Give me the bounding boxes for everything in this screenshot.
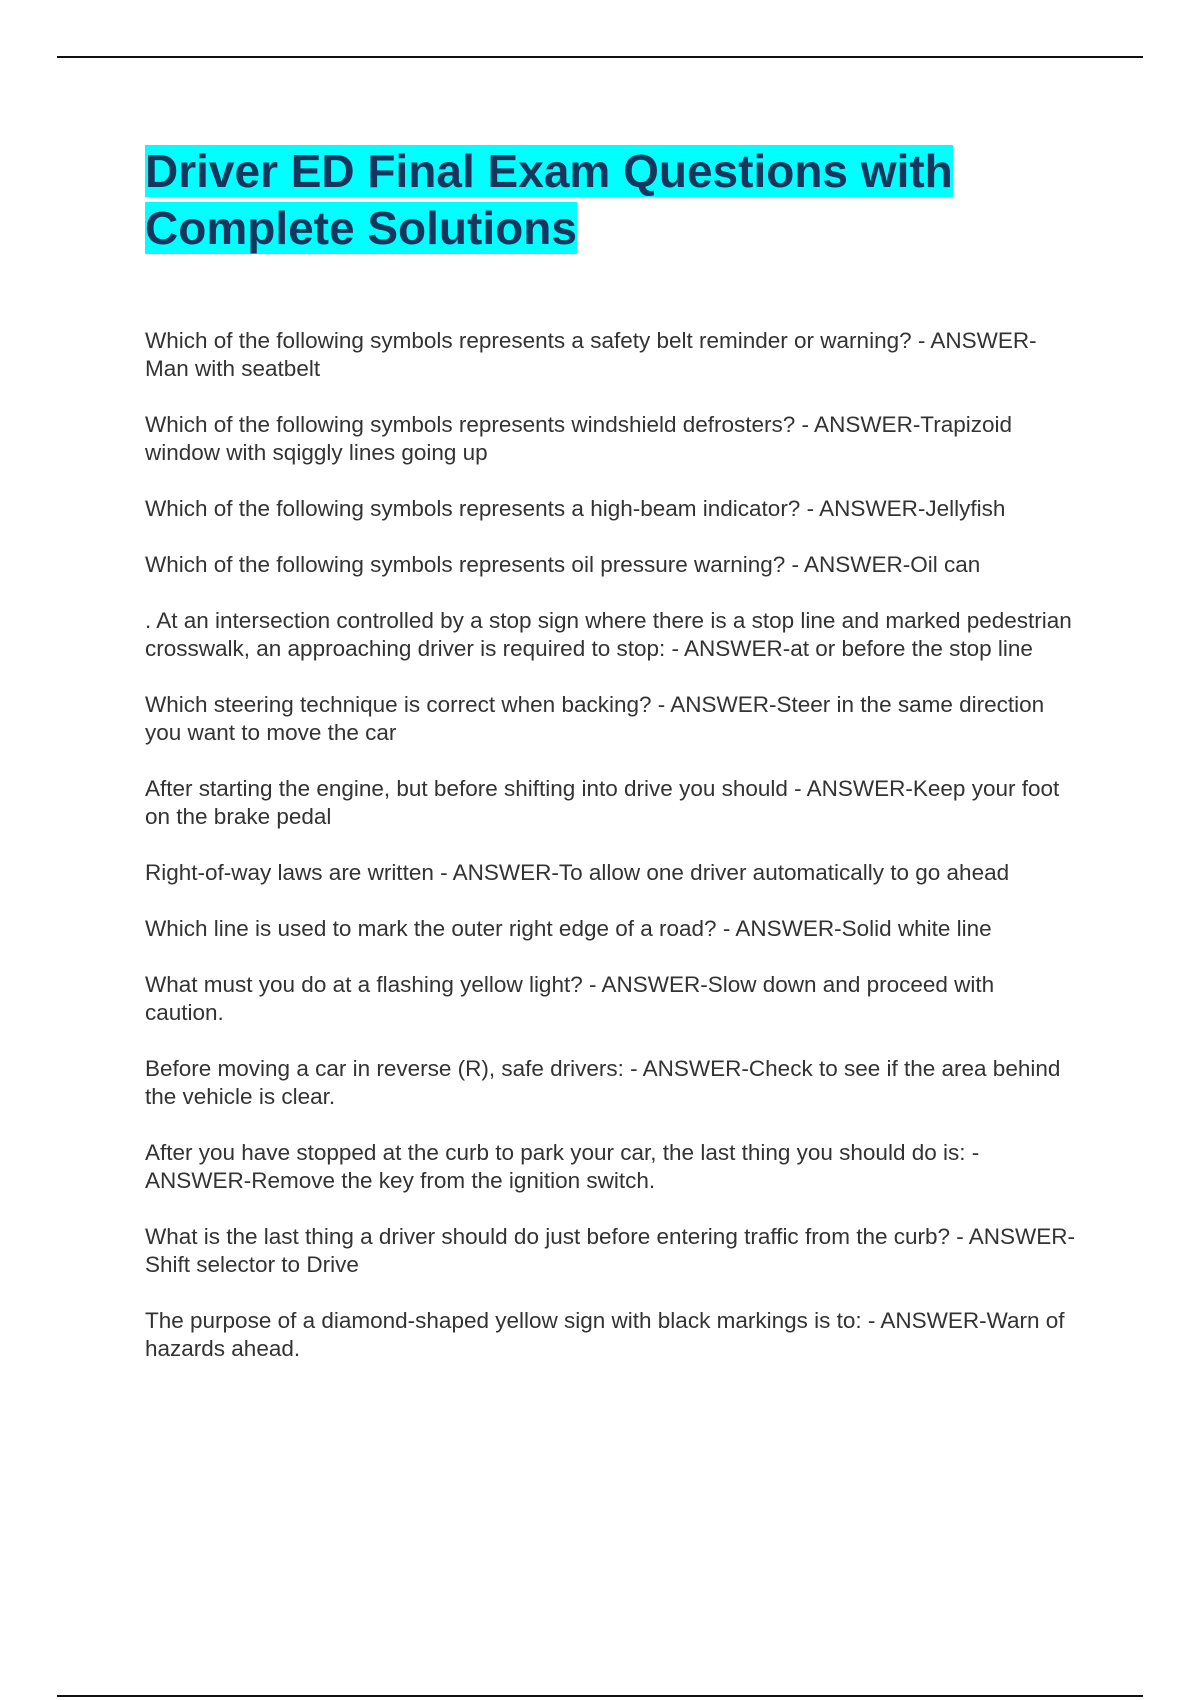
question-answer-item: Right-of-way laws are written - ANSWER-To allow one driver automatically to go ahead xyxy=(145,860,1010,885)
document-body xyxy=(145,143,1076,1361)
header-rule xyxy=(57,56,1143,58)
question-answer-item: What is the last thing a driver should do just before entering traffic from the curb? - ANSWER-Shift selector to Drive xyxy=(145,1224,1076,1277)
question-answer-item: . At an intersection controlled by a stop sign where there is a stop line and marked pedestrian crosswalk, an approaching driver is required to stop: - ANSWER-at or before the stop line xyxy=(145,608,1072,661)
question-answer-item: Which of the following symbols represents a safety belt reminder or warning? - ANSWER-Man with seatbelt xyxy=(145,328,1037,381)
question-answer-item: Which of the following symbols represents oil pressure warning? - ANSWER-Oil can xyxy=(145,552,981,577)
document-title xyxy=(145,143,1075,257)
question-answer-item: Before moving a car in reverse (R), safe drivers: - ANSWER-Check to see if the area behind the vehicle is clear. xyxy=(145,1056,1061,1109)
question-answer-item: After starting the engine, but before shifting into drive you should - ANSWER-Keep your foot on the brake pedal xyxy=(145,776,1060,829)
question-answer-item: Which of the following symbols represents a high-beam indicator? - ANSWER-Jellyfish xyxy=(145,496,1006,521)
question-answer-item: Which steering technique is correct when backing? - ANSWER-Steer in the same direction you want to move the car xyxy=(145,692,1045,745)
question-answer-item: Which line is used to mark the outer right edge of a road? - ANSWER-Solid white line xyxy=(145,916,992,941)
question-answer-item: After you have stopped at the curb to park your car, the last thing you should do is: - ANSWER-Remove the key from the ignition switch. xyxy=(145,1140,980,1193)
question-answer-list xyxy=(145,327,1075,1391)
question-answer-item: What must you do at a flashing yellow light? - ANSWER-Slow down and proceed with caution. xyxy=(145,972,995,1025)
question-answer-item: The purpose of a diamond-shaped yellow sign with black markings is to: - ANSWER-Warn of hazards ahead. xyxy=(145,1308,1065,1361)
document-title-text: Driver ED Final Exam Questions with Complete Solutions xyxy=(145,145,953,254)
question-answer-item: Which of the following symbols represents windshield defrosters? - ANSWER-Trapizoid window with sqiggly lines going up xyxy=(145,412,1013,465)
footer-rule xyxy=(57,1695,1143,1697)
